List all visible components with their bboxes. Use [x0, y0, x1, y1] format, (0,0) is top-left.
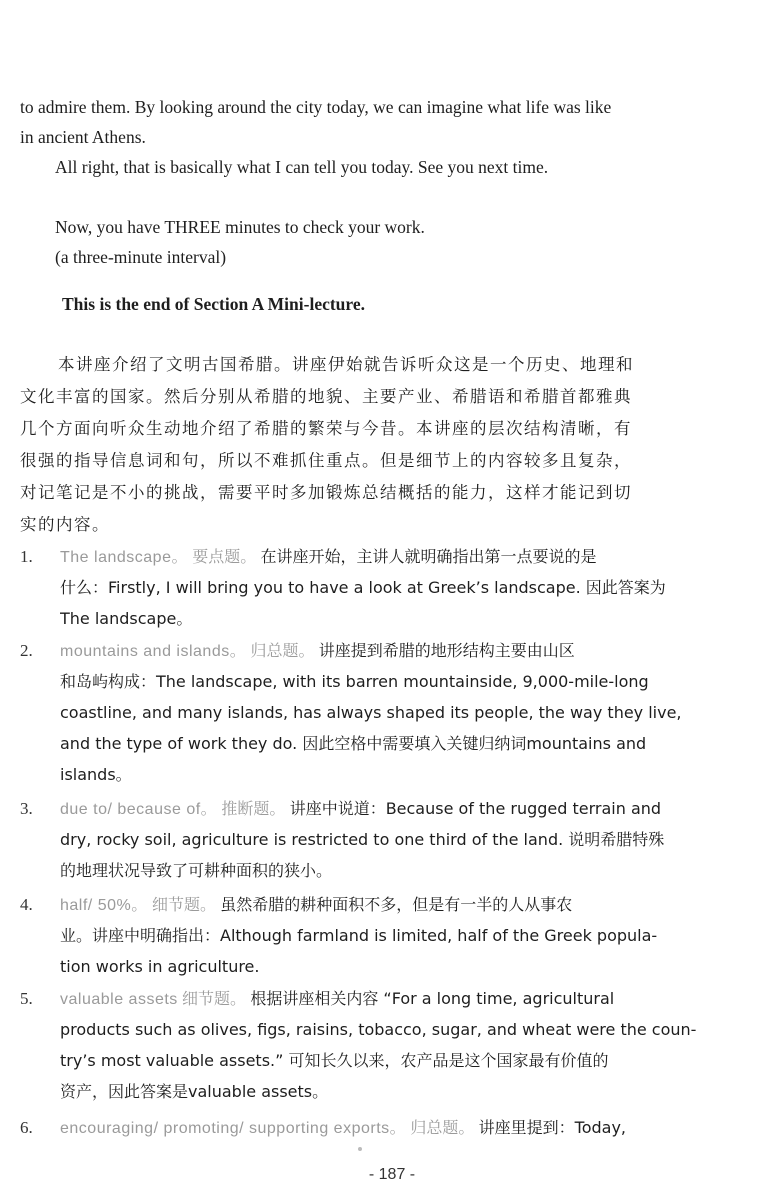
answer-text: half/ 50%。 [60, 897, 148, 914]
question-type: 细节题。 [151, 895, 216, 914]
explanation-line: tion works in agriculture. [60, 957, 260, 976]
transcript-line: (a three-minute interval) [55, 247, 227, 267]
answer-text: valuable assets [60, 991, 178, 1008]
explanation-line: The landscape。 [60, 609, 193, 628]
explanation-line: 在讲座开始，主讲人就明确指出第一点要说的是 [260, 547, 597, 566]
explanation-line: try’s most valuable assets.” 可知长久以来，农产品是这个国家最有价值的 [60, 1051, 609, 1070]
section-end-heading: This is the end of Section A Mini-lecture. [62, 294, 366, 314]
item-number: 5. [20, 989, 33, 1008]
question-type: 归总题。 [250, 641, 315, 660]
item-number: 1. [20, 547, 33, 566]
explanation-line: 的地理状况导致了可耕种面积的狭小。 [60, 861, 333, 880]
answer-text: encouraging/ promoting/ supporting exports。 [60, 1120, 407, 1137]
answer-text: due to/ because of。 [60, 801, 218, 818]
transcript-line: Now, you have THREE minutes to check your work. [55, 217, 425, 237]
explanation-line: 什么：Firstly, I will bring you to have a look at Greek’s landscape. 因此答案为 [60, 578, 666, 597]
summary-line: 文化丰富的国家。然后分别从希腊的地貌、主要产业、希腊语和希腊首都雅典 [20, 387, 632, 406]
item-number: 6. [20, 1118, 33, 1137]
item-number: 4. [20, 895, 33, 914]
answer-text: The landscape。 [60, 549, 188, 566]
summary-line: 对记笔记是不小的挑战，需要平时多加锻炼总结概括的能力，这样才能记到切 [20, 483, 632, 502]
explanation-line: 讲座中说道：Because of the rugged terrain and [289, 799, 662, 818]
transcript-line: in ancient Athens. [20, 127, 146, 147]
summary-line: 本讲座介绍了文明古国希腊。讲座伊始就告诉听众这是一个历史、地理和 [58, 355, 634, 374]
explanation-line: 资产，因此答案是valuable assets。 [60, 1082, 329, 1101]
explanation-line: dry, rocky soil, agriculture is restricted to one third of the land. 说明希腊特殊 [60, 830, 665, 849]
question-type: 归总题。 [410, 1118, 475, 1137]
explanation-line: 讲座里提到：Today, [478, 1118, 627, 1137]
question-type: 细节题。 [182, 989, 247, 1008]
explanation-line: coastline, and many islands, has always shaped its people, the way they live, [60, 703, 682, 722]
item-number: 3. [20, 799, 33, 818]
scan-speck [358, 1147, 362, 1151]
explanation-line: 讲座提到希腊的地形结构主要由山区 [318, 641, 575, 660]
explanation-line: 根据讲座相关内容 “For a long time, agricultural [250, 989, 615, 1008]
summary-line: 很强的指导信息词和句，所以不难抓住重点。但是细节上的内容较多且复杂， [20, 451, 632, 470]
summary-line: 几个方面向听众生动地介绍了希腊的繁荣与今昔。本讲座的层次结构清晰，有 [20, 419, 632, 438]
explanation-line: 业。讲座中明确指出：Although farmland is limited, half of the Greek popula- [60, 926, 658, 945]
explanation-line: and the type of work they do. 因此空格中需要填入关键归纳词mountains and [60, 734, 647, 753]
answer-text: mountains and islands。 [60, 643, 247, 660]
question-type: 推断题。 [221, 799, 286, 818]
explanation-line: 虽然希腊的耕种面积不多，但是有一半的人从事农 [220, 895, 573, 914]
question-type: 要点题。 [192, 547, 257, 566]
explanation-line: 和岛屿构成：The landscape, with its barren mountainside, 9,000-mile-long [60, 672, 649, 691]
page-number: - 187 - [368, 1166, 416, 1183]
transcript-line: All right, that is basically what I can tell you today. See you next time. [55, 157, 549, 177]
item-number: 2. [20, 641, 33, 660]
summary-line: 实的内容。 [20, 515, 110, 534]
transcript-line: to admire them. By looking around the city today, we can imagine what life was like [20, 97, 612, 117]
explanation-line: products such as olives, figs, raisins, tobacco, sugar, and wheat were the coun- [60, 1020, 697, 1039]
explanation-line: islands。 [60, 765, 132, 784]
